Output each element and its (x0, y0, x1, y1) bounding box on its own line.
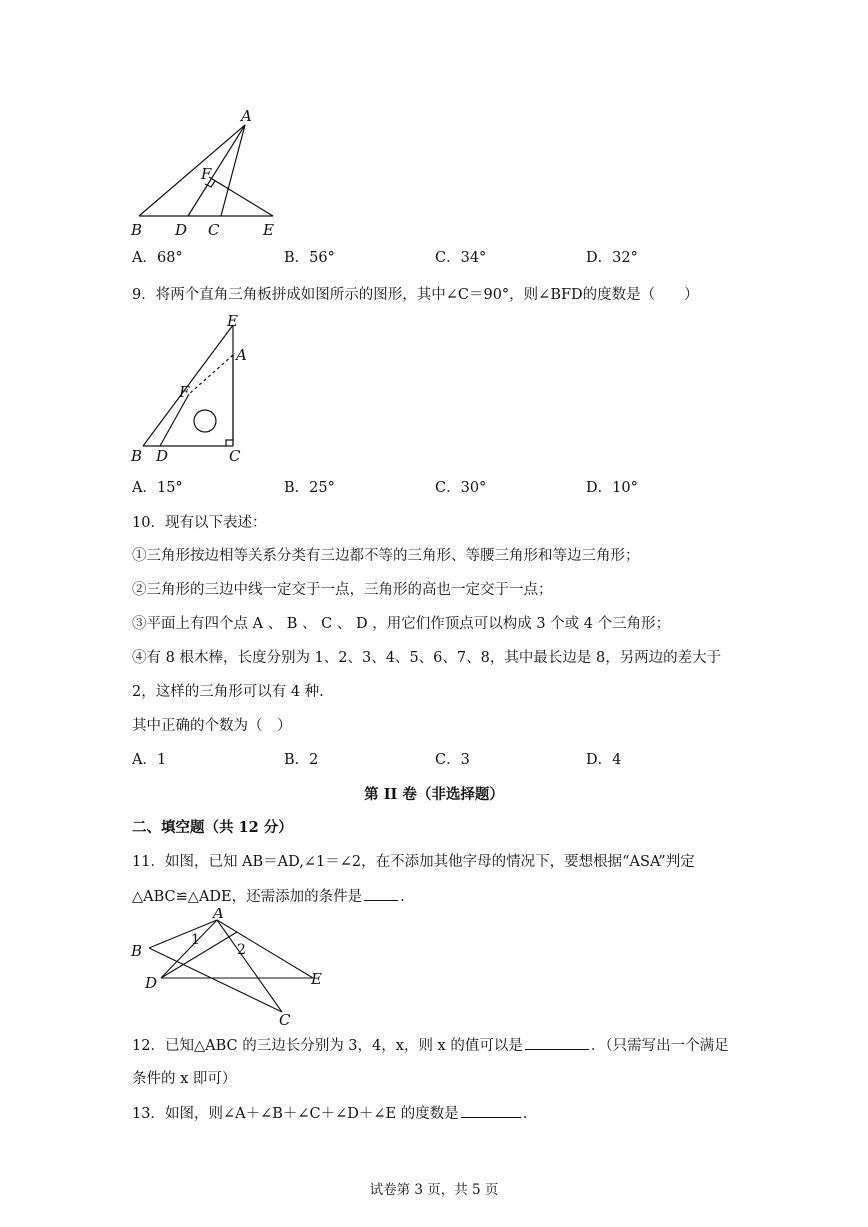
q8-label-e: E (263, 221, 274, 239)
q13-end: . (522, 1106, 528, 1122)
q10-item-3: ③平面上有四个点 A 、 B 、 C 、 D ，用它们作顶点可以构成 3 个或 4 个三角形； (132, 616, 671, 632)
q10-item-4: ④有 8 根木棒，长度分别为 1、2、3、4、5、6、7、8，其中最长边是 8，另两边的差大于 (132, 650, 722, 666)
q10-item-4-cont: 2，这样的三角形可以有 4 种. (132, 684, 324, 700)
q12-line1-end: ．（只需写出一个满足 (590, 1038, 729, 1054)
q10-question: 其中正确的个数为（ ） (132, 718, 292, 734)
q9-figure (125, 310, 255, 465)
q13-line (132, 1103, 527, 1124)
q11-label-e: E (311, 970, 322, 988)
q10-option-c: C．3 (435, 752, 470, 768)
q9-label-f: F (179, 383, 190, 401)
q8-label-d: D (175, 221, 188, 239)
q8-option-c: C．34° (435, 250, 487, 266)
q11-label-c: C (279, 1011, 291, 1029)
q11-line2 (132, 886, 405, 907)
q9-label-a: A (236, 346, 247, 364)
q9-option-c: C．30° (435, 480, 487, 496)
q11-angle-2: 2 (237, 942, 246, 958)
q11-line1: 11．如图，已知 AB＝AD,∠1＝∠2，在不添加其他字母的情况下，要想根据“ASA”判定 (132, 854, 695, 870)
q12-line1 (132, 1035, 729, 1056)
q8-label-c: C (208, 221, 220, 239)
q10-option-d: D．4 (586, 752, 622, 768)
q9-option-b: B．25° (284, 480, 335, 496)
q9-label-d: D (156, 447, 169, 465)
q11-label-a: A (213, 908, 224, 922)
q9-label-c: C (229, 447, 241, 465)
q8-option-b: B．56° (284, 250, 335, 266)
q12-line2: 条件的 x 即可） (132, 1071, 237, 1087)
q10-option-a: A．1 (132, 752, 167, 768)
part2-title: 二、填空题（共 12 分） (132, 819, 293, 836)
q13-answer-blank[interactable] (461, 1103, 521, 1118)
q10-intro: 10．现有以下表述： (132, 515, 267, 531)
page-footer: 试卷第 3 页，共 5 页 (369, 1182, 499, 1198)
q11-label-d: D (145, 974, 158, 992)
q10-option-b: B．2 (284, 752, 319, 768)
q11-angle-1: 1 (191, 932, 200, 948)
q11-figure (125, 908, 335, 1030)
q11-answer-blank[interactable] (364, 886, 398, 901)
q10-item-2: ②三角形的三边中线一定交于一点，三角形的高也一定交于一点； (132, 582, 553, 598)
q10-item-1: ①三角形按边相等关系分类有三边都不等的三角形、等腰三角形和等边三角形； (132, 548, 640, 564)
q11-line2-text: △ABC≌△ADE，还需添加的条件是 (132, 889, 363, 905)
q8-option-a: A．68° (132, 250, 183, 266)
q12-line1-text: 12．已知△ABC 的三边长分别为 3，4，x，则 x 的值可以是 (132, 1038, 523, 1054)
q8-label-a: A (241, 107, 252, 125)
q8-label-f: F (201, 165, 212, 183)
section-title: 第 II 卷（非选择题） (364, 786, 504, 803)
q9-label-e: E (227, 312, 238, 330)
q8-figure (125, 105, 295, 240)
q9-option-d: D．10° (586, 480, 638, 496)
q8-option-d: D．32° (586, 250, 638, 266)
q12-answer-blank[interactable] (525, 1035, 589, 1050)
q11-label-b: B (131, 942, 143, 960)
q9-question: 9．将两个直角三角板拼成如图所示的图形，其中∠C＝90°，则∠BFD的度数是（ ） (132, 287, 699, 303)
q9-label-b: B (131, 447, 143, 465)
q8-label-b: B (131, 221, 143, 239)
q11-line2-end: . (400, 889, 405, 905)
q13-text: 13．如图，则∠A＋∠B＋∠C＋∠D＋∠E 的度数是 (132, 1106, 459, 1122)
q9-option-a: A．15° (132, 480, 183, 496)
